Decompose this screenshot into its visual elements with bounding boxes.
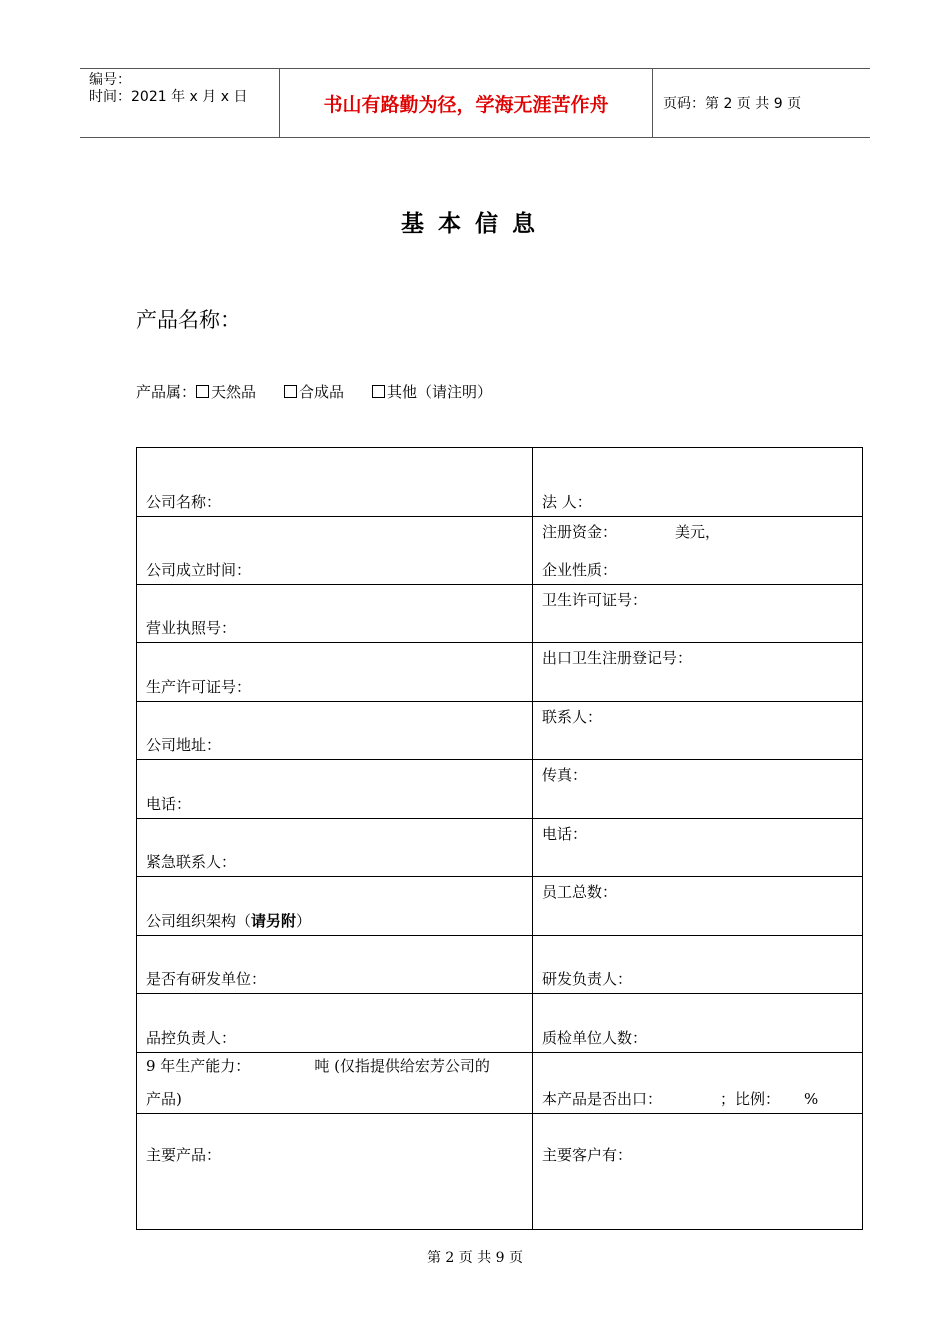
cell-fax[interactable] <box>533 760 863 819</box>
capacity-unit-note: 吨 (仅指提供给宏芳公司的 <box>314 1057 490 1075</box>
capacity-label: 9 年生产能力： <box>146 1057 251 1075</box>
hygiene-license-label: 卫生许可证号： <box>542 591 648 609</box>
org-structure-bold: 请另附 <box>251 912 297 930</box>
cell-rd-head[interactable] <box>533 936 863 994</box>
cell-founded[interactable] <box>137 517 533 585</box>
option-other-label: 其他（请注明） <box>387 383 493 401</box>
checkbox-natural[interactable] <box>196 385 209 398</box>
qi-staff-label: 质检单位人数： <box>542 1029 648 1047</box>
registered-capital-line <box>542 521 720 542</box>
cell-export[interactable] <box>533 1053 863 1114</box>
qc-head-label: 品控负责人： <box>146 1029 237 1047</box>
rd-head-label: 研发负责人： <box>542 970 633 988</box>
checkbox-synthetic[interactable] <box>284 385 297 398</box>
page-header <box>80 68 870 138</box>
capacity-line2: 产品) <box>146 1090 182 1108</box>
fax-label: 传真： <box>542 766 588 784</box>
page-title: 基本信息 <box>401 210 549 237</box>
export-registration-label: 出口卫生注册登记号： <box>542 649 693 667</box>
header-meta <box>80 69 280 137</box>
cell-legal-person[interactable] <box>533 448 863 517</box>
employees-label: 员工总数： <box>542 883 618 901</box>
checkbox-other[interactable] <box>372 385 385 398</box>
rd-unit-label: 是否有研发单位： <box>146 970 267 988</box>
product-type-label: 产品属： <box>136 383 197 401</box>
main-products-label: 主要产品： <box>146 1146 222 1164</box>
company-name-label: 公司名称： <box>146 493 222 511</box>
option-natural[interactable] <box>196 381 256 402</box>
export-question: 本产品是否出口： <box>542 1090 663 1108</box>
cell-main-customers[interactable] <box>533 1114 863 1230</box>
cell-business-license[interactable] <box>137 585 533 643</box>
option-synthetic[interactable] <box>284 381 344 402</box>
business-license-label: 营业执照号： <box>146 619 237 637</box>
main-customers-label: 主要客户有： <box>542 1146 633 1164</box>
option-synthetic-label: 合成品 <box>299 383 345 401</box>
enterprise-nature-label: 企业性质： <box>542 561 618 579</box>
header-motto: 书山有路勤为径，学海无涯苦作舟 <box>280 69 653 137</box>
option-natural-label: 天然品 <box>211 383 257 401</box>
founded-label: 公司成立时间： <box>146 561 252 579</box>
cell-address[interactable] <box>137 702 533 760</box>
cell-phone[interactable] <box>137 760 533 819</box>
production-license-label: 生产许可证号： <box>146 678 252 696</box>
option-other[interactable] <box>372 381 492 402</box>
time-label: 时间：2021 年 x 月 x 日 <box>89 89 248 105</box>
emergency-contact-label: 紧急联系人： <box>146 853 237 871</box>
org-structure-end: ） <box>296 912 312 930</box>
cell-employees[interactable] <box>533 877 863 936</box>
cell-emergency-phone[interactable] <box>533 819 863 877</box>
code-label: 编号： <box>89 72 131 88</box>
org-structure-label <box>146 910 311 931</box>
cell-main-products[interactable] <box>137 1114 533 1230</box>
header-page-info: 页码：第 2 页 共 9 页 <box>663 96 802 112</box>
capacity-line1 <box>146 1055 490 1076</box>
cell-capacity[interactable] <box>137 1053 533 1114</box>
cell-capital-nature[interactable] <box>533 517 863 585</box>
product-type-row <box>136 381 492 402</box>
phone-label: 电话： <box>146 795 192 813</box>
org-structure-text: 公司组织架构（ <box>146 912 252 930</box>
address-label: 公司地址： <box>146 736 222 754</box>
emergency-phone-label: 电话： <box>542 825 588 843</box>
cell-qi-staff[interactable] <box>533 994 863 1053</box>
registered-capital-label: 注册资金： <box>542 523 618 541</box>
cell-contact[interactable] <box>533 702 863 760</box>
contact-label: 联系人： <box>542 708 603 726</box>
cell-export-registration[interactable] <box>533 643 863 702</box>
cell-production-license[interactable] <box>137 643 533 702</box>
cell-org-structure[interactable] <box>137 877 533 936</box>
cell-hygiene-license[interactable] <box>533 585 863 643</box>
page-footer: 第 2 页 共 9 页 <box>426 1250 524 1266</box>
product-name-label: 产品名称： <box>136 308 241 332</box>
capital-unit: 美元， <box>675 523 721 541</box>
basic-info-table <box>136 447 863 1230</box>
cell-company-name[interactable] <box>137 448 533 517</box>
cell-rd-unit[interactable] <box>137 936 533 994</box>
legal-person-label: 法 人： <box>542 493 592 511</box>
ratio-label: ；比例： <box>720 1090 781 1108</box>
ratio-unit: % <box>804 1090 819 1108</box>
cell-emergency-contact[interactable] <box>137 819 533 877</box>
export-line <box>542 1088 818 1109</box>
cell-qc-head[interactable] <box>137 994 533 1053</box>
